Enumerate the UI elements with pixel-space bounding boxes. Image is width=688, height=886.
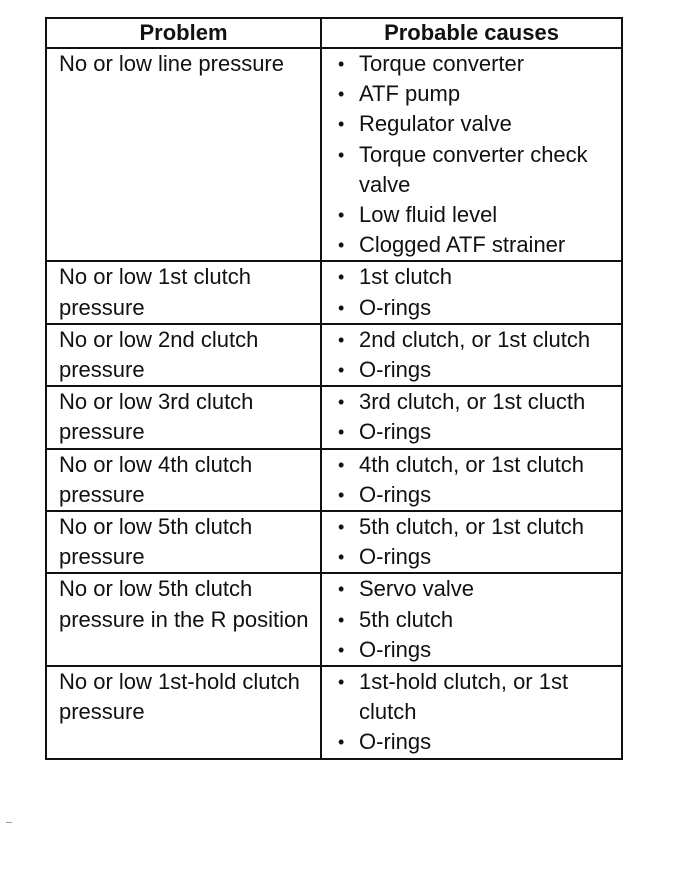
causes-cell — [321, 386, 622, 448]
cause-item: • O-rings — [322, 417, 617, 447]
cause-item: • O-rings — [322, 480, 617, 510]
problem-text: No or low 5th clutch pressure in the R position — [59, 576, 309, 632]
problem-text: No or low 3rd clutch pressure — [59, 389, 254, 445]
problem-cell — [46, 324, 321, 386]
scan-mark — [6, 822, 12, 823]
table-row — [46, 666, 622, 759]
cause-item: • 4th clutch, or 1st clutch — [322, 450, 617, 480]
table-row — [46, 386, 622, 448]
causes-cell — [321, 324, 622, 386]
header-probable-causes: Probable causes — [321, 18, 622, 48]
causes-list — [322, 325, 621, 385]
problem-cell — [46, 261, 321, 323]
problem-cell — [46, 449, 321, 511]
cause-item: • 1st-hold clutch, or 1st clutch — [322, 667, 617, 727]
causes-cell — [321, 449, 622, 511]
cause-item: • O-rings — [322, 727, 617, 757]
causes-list — [322, 262, 621, 322]
problem-cell — [46, 511, 321, 573]
table-row — [46, 48, 622, 261]
causes-cell — [321, 511, 622, 573]
cause-item: • 5th clutch, or 1st clutch — [322, 512, 617, 542]
cause-item: • Regulator valve — [322, 109, 617, 139]
causes-cell — [321, 573, 622, 666]
problem-cell — [46, 573, 321, 666]
causes-cell — [321, 261, 622, 323]
cause-item: • ATF pump — [322, 79, 617, 109]
troubleshooting-table — [45, 17, 623, 760]
cause-item: • O-rings — [322, 293, 617, 323]
cause-item: • Servo valve — [322, 574, 617, 604]
cause-item: • O-rings — [322, 542, 617, 572]
problem-text: No or low line pressure — [59, 51, 284, 76]
cause-item: • Low fluid level — [322, 200, 617, 230]
cause-item: • 2nd clutch, or 1st clutch — [322, 325, 617, 355]
cause-item: • O-rings — [322, 635, 617, 665]
causes-cell — [321, 666, 622, 759]
cause-item: • 1st clutch — [322, 262, 617, 292]
causes-list — [322, 49, 621, 260]
causes-list — [322, 667, 621, 758]
cause-item: • Torque converter — [322, 49, 617, 79]
table-row — [46, 511, 622, 573]
problem-cell — [46, 386, 321, 448]
causes-list — [322, 574, 621, 665]
problem-text: No or low 1st-hold clutch pressure — [59, 669, 300, 725]
cause-item: • Torque converter check valve — [322, 140, 617, 200]
causes-cell — [321, 48, 622, 261]
table-row — [46, 261, 622, 323]
problem-text: No or low 4th clutch pressure — [59, 451, 253, 507]
problem-text: No or low 5th clutch pressure — [59, 514, 253, 570]
table-body — [46, 48, 622, 759]
cause-item: • 3rd clutch, or 1st clucth — [322, 387, 617, 417]
header-row — [46, 18, 622, 48]
table-row — [46, 324, 622, 386]
table-row — [46, 449, 622, 511]
cause-item: • O-rings — [322, 355, 617, 385]
problem-cell — [46, 666, 321, 759]
causes-list — [322, 450, 621, 510]
problem-cell — [46, 48, 321, 261]
cause-item: • 5th clutch — [322, 605, 617, 635]
table-row — [46, 573, 622, 666]
cause-item: • Clogged ATF strainer — [322, 230, 617, 260]
header-problem: Problem — [46, 18, 321, 48]
causes-list — [322, 512, 621, 572]
problem-text: No or low 2nd clutch pressure — [59, 326, 259, 383]
causes-list — [322, 387, 621, 447]
problem-text: No or low 1st clutch pressure — [59, 264, 251, 320]
